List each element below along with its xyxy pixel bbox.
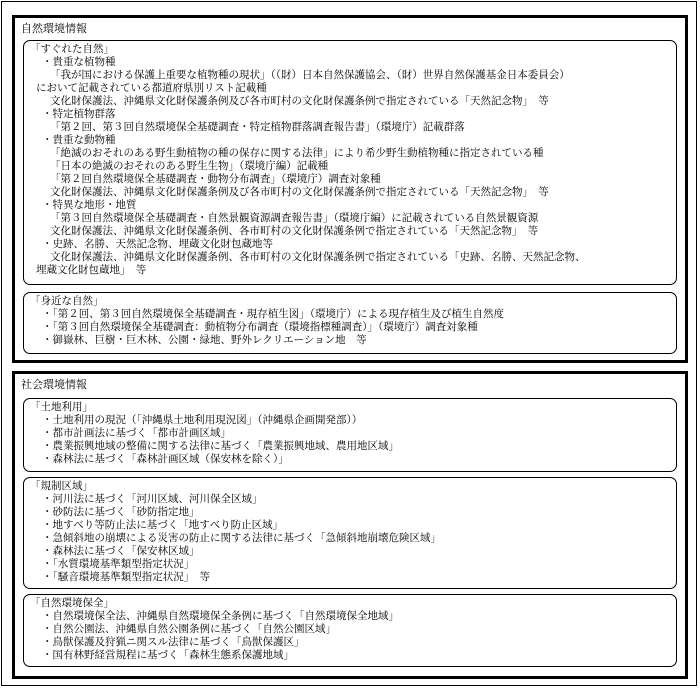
list-item: 文化財保護法、沖縄県文化財保護条例、各市町村の文化財保護条例で指定されている「史跡、名勝、天然記念物、	[50, 251, 586, 263]
land-use-box	[23, 398, 677, 472]
list-item: ・急傾斜地の崩壊による災害の防止に関する法律に基づく「急傾斜地崩壊危険区域」	[42, 532, 441, 544]
natural-section-title: 自然環境情報	[21, 22, 87, 35]
list-item: ・土地利用の現況（「沖縄県土地利用現況図」（沖縄県企画開発部））	[42, 414, 363, 426]
list-item: ・貴重な植物種	[42, 56, 116, 68]
excellent-nature-box	[23, 40, 677, 285]
box-heading: 「規制区域」	[30, 480, 93, 492]
list-item: において記載されている都道府県別リスト記載種	[36, 82, 267, 94]
list-item: ・史跡、名勝、天然記念物、埋蔵文化財包蔵地等	[42, 238, 273, 250]
list-item: ・「水質環境基準類型指定状況」	[42, 558, 195, 570]
list-item: 「我が国における保護上重要な植物種の現状」（（財）日本自然保護協会、（財）世界自然保護基金日本委員会）	[50, 69, 570, 81]
list-item: 埋蔵文化財包蔵地」 等	[36, 264, 147, 276]
page-frame	[1, 1, 697, 686]
list-item: 文化財保護法、沖縄県文化財保護条例及び各市町村の文化財保護条例で指定されている「天然記念物」 等	[50, 95, 549, 107]
list-item: 「第２回自然環境保全基礎調査・動物分布調査」（環境庁）調査対象種	[50, 173, 381, 185]
list-item: ・自然公園法、沖縄県自然公園条例に基づく「自然公園区域」	[42, 623, 336, 635]
box-heading: 「身近な自然」	[30, 295, 104, 307]
list-item: ・特定植物群落	[42, 108, 116, 120]
list-item: 「絶滅のおそれのある野生動植物の種の保存に関する法律」により希少野生動植物種に指定されている種	[50, 147, 544, 159]
list-item: ・自然環境保全法、沖縄県自然環境保全条例に基づく「自然環境保全地域」	[42, 610, 399, 622]
natural-environment-section	[12, 15, 688, 363]
nature-conservation-box	[23, 594, 677, 667]
list-item: ・農業振興地域の整備に関する法律に基づく「農業振興地域、農用地区域」	[42, 440, 399, 452]
familiar-nature-box	[23, 292, 677, 354]
list-item: ・「騒音環境基準類型指定状況」 等	[42, 571, 210, 583]
box-heading: 「土地利用」	[30, 401, 93, 413]
box-heading: 「自然環境保全」	[30, 597, 114, 609]
social-section-title: 社会環境情報	[21, 378, 87, 391]
list-item: ・御嶽林、巨樹・巨木林、公園・緑地、野外レクリエーション地 等	[42, 334, 367, 346]
list-item: ・河川法に基づく「河川区域、河川保全区域」	[42, 493, 263, 505]
list-item: ・森林法に基づく「森林計画区域（保安林を除く）」	[42, 453, 289, 465]
list-item: ・砂防法に基づく「砂防指定地」	[42, 506, 200, 518]
list-item: 「日本の絶滅のおそれのある野生生物」（環境庁編）記載種	[50, 160, 329, 172]
list-item: ・森林法に基づく「保安林区域」	[42, 545, 200, 557]
list-item: ・貴重な動物種	[42, 134, 116, 146]
list-item: ・都市計画法に基づく「都市計画区域」	[42, 427, 231, 439]
list-item: 「第３回自然環境保全基礎調査・自然景観資源調査報告書」（環境庁編）に記載されている自然景観資源	[50, 212, 539, 224]
list-item: 「第２回、第３回自然環境保全基礎調査・特定植物群落調査報告書」（環境庁）記載群落	[50, 121, 465, 133]
list-item: ・特異な地形・地質	[42, 199, 137, 211]
list-item: ・「第３回自然環境保全基礎調査：動植物分布調査（環境指標種調査）」（環境庁）調査対象種	[42, 321, 478, 333]
list-item: ・地すべり等防止法に基づく「地すべり防止区域」	[42, 519, 284, 531]
list-item: 文化財保護法、沖縄県文化財保護条例、各市町村の文化財保護条例で指定されている「天然記念物」 等	[50, 225, 539, 237]
list-item: 文化財保護法、沖縄県文化財保護条例及び各市町村の文化財保護条例で指定されている「天然記念物」 等	[50, 186, 549, 198]
social-environment-section	[12, 371, 688, 679]
list-item: ・国有林野経営規程に基づく「森林生態系保護地域」	[42, 649, 294, 661]
list-item: ・「第２回、第３回自然環境保全基礎調査・現存植生図」（環境庁）による現存植生及び植生自然度	[42, 308, 504, 320]
regulated-area-box	[23, 477, 677, 589]
box-heading: 「すぐれた自然」	[30, 43, 114, 55]
list-item: ・鳥獣保護及狩猟ニ関スル法律に基づく「鳥獣保護区」	[42, 636, 305, 648]
